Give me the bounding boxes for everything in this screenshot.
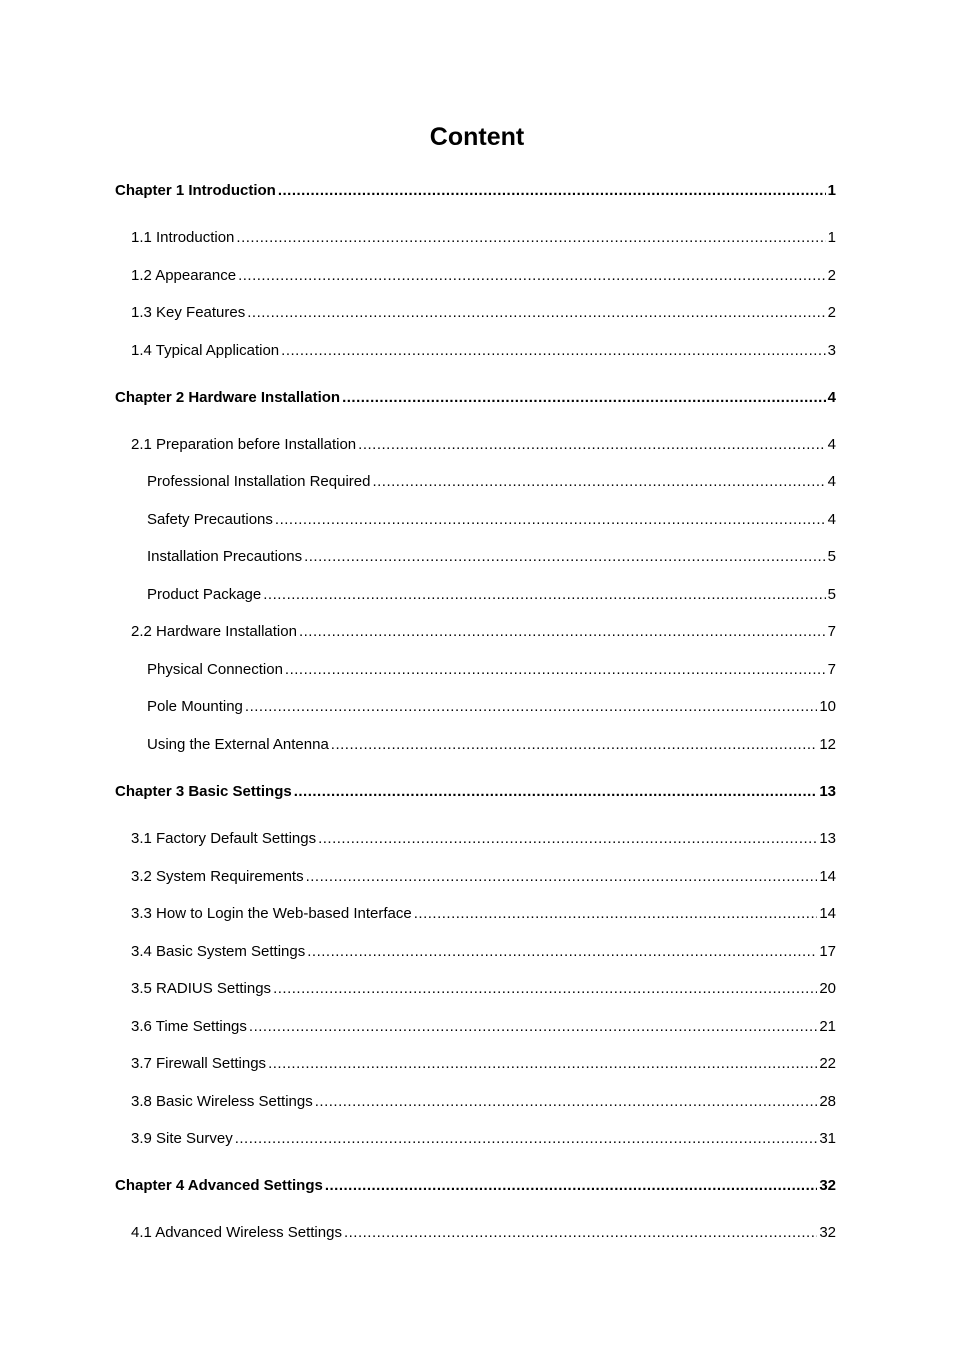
toc-page-number: 4 bbox=[827, 511, 836, 528]
toc-page-number: 32 bbox=[819, 1224, 836, 1241]
toc-page-number: 1 bbox=[827, 229, 836, 246]
toc-subsection-entry[interactable] bbox=[147, 697, 836, 717]
toc-page-number: 17 bbox=[819, 943, 836, 960]
toc-dot-leader bbox=[249, 1017, 817, 1037]
toc-entry-title: 4.1 Advanced Wireless Settings bbox=[131, 1224, 342, 1241]
toc-subsection-entry[interactable] bbox=[147, 585, 836, 605]
toc-section-entry[interactable] bbox=[131, 1223, 836, 1243]
toc-section-entry[interactable] bbox=[131, 228, 836, 248]
toc-dot-leader bbox=[236, 228, 825, 248]
toc-page-number: 5 bbox=[827, 586, 836, 603]
toc-chapter-entry[interactable] bbox=[115, 782, 836, 802]
toc-section-entry[interactable] bbox=[131, 341, 836, 361]
toc-entry-title: Chapter 4 Advanced Settings bbox=[115, 1177, 323, 1194]
toc-dot-leader bbox=[238, 266, 826, 286]
toc-page-number: 13 bbox=[819, 783, 836, 800]
toc-page-number: 13 bbox=[819, 830, 836, 847]
toc-entry-title: Installation Precautions bbox=[147, 548, 303, 565]
toc-page-number: 4 bbox=[827, 436, 836, 453]
toc-entry-title: Chapter 2 Hardware Installation bbox=[115, 389, 341, 406]
toc-dot-leader bbox=[235, 1129, 818, 1149]
toc-entry-title: 3.2 System Requirements bbox=[131, 868, 304, 885]
toc-section-entry[interactable] bbox=[131, 979, 836, 999]
toc-entry-title: Chapter 1 Introduction bbox=[115, 182, 276, 199]
toc-dot-leader bbox=[304, 547, 826, 567]
toc-entry-title: 1.1 Introduction bbox=[131, 229, 235, 246]
toc-dot-leader bbox=[273, 979, 817, 999]
toc-dot-leader bbox=[299, 622, 826, 642]
toc-dot-leader bbox=[372, 472, 825, 492]
toc-dot-leader bbox=[281, 341, 826, 361]
toc-chapter-entry[interactable] bbox=[115, 1176, 836, 1196]
toc-subsection-entry[interactable] bbox=[147, 660, 836, 680]
toc-dot-leader bbox=[325, 1176, 817, 1196]
toc-entry-title: 3.1 Factory Default Settings bbox=[131, 830, 317, 847]
toc-page-number: 3 bbox=[827, 342, 836, 359]
toc-section-entry[interactable] bbox=[131, 266, 836, 286]
toc-page-number: 7 bbox=[827, 623, 836, 640]
toc-entry-title: 2.2 Hardware Installation bbox=[131, 623, 297, 640]
toc-entry-title: 3.7 Firewall Settings bbox=[131, 1055, 267, 1072]
toc-page-number: 32 bbox=[819, 1177, 836, 1194]
toc-dot-leader bbox=[268, 1054, 817, 1074]
toc-dot-leader bbox=[318, 829, 817, 849]
toc-entry-title: Chapter 3 Basic Settings bbox=[115, 783, 292, 800]
toc-page-number: 2 bbox=[827, 304, 836, 321]
toc-page-number: 2 bbox=[827, 267, 836, 284]
toc-entry-title: 3.5 RADIUS Settings bbox=[131, 980, 272, 997]
toc-page-number: 20 bbox=[819, 980, 836, 997]
toc-entry-title: Physical Connection bbox=[147, 661, 283, 678]
toc-chapter-entry[interactable] bbox=[115, 181, 836, 201]
toc-entry-title: Professional Installation Required bbox=[147, 473, 371, 490]
toc-entry-title: 1.2 Appearance bbox=[131, 267, 237, 284]
toc-dot-leader bbox=[263, 585, 825, 605]
toc-subsection-entry[interactable] bbox=[147, 472, 836, 492]
toc-section-entry[interactable] bbox=[131, 435, 836, 455]
toc-page-number: 4 bbox=[827, 389, 836, 406]
toc-entry-title: 3.4 Basic System Settings bbox=[131, 943, 306, 960]
toc-page-number: 22 bbox=[819, 1055, 836, 1072]
toc-section-entry[interactable] bbox=[131, 1054, 836, 1074]
toc-section-entry[interactable] bbox=[131, 867, 836, 887]
toc-section-entry[interactable] bbox=[131, 622, 836, 642]
toc-dot-leader bbox=[342, 388, 826, 408]
toc-dot-leader bbox=[307, 942, 817, 962]
toc-section-entry[interactable] bbox=[131, 942, 836, 962]
toc-page-number: 31 bbox=[819, 1130, 836, 1147]
toc-section-entry[interactable] bbox=[131, 1092, 836, 1112]
toc-page-number: 28 bbox=[819, 1093, 836, 1110]
toc-dot-leader bbox=[315, 1092, 818, 1112]
toc-page-number: 4 bbox=[827, 473, 836, 490]
toc-dot-leader bbox=[278, 181, 826, 201]
toc-dot-leader bbox=[306, 867, 818, 887]
toc-subsection-entry[interactable] bbox=[147, 510, 836, 530]
toc-dot-leader bbox=[275, 510, 826, 530]
toc-section-entry[interactable] bbox=[131, 904, 836, 924]
toc-page-number: 10 bbox=[819, 698, 836, 715]
toc-page-number: 21 bbox=[819, 1018, 836, 1035]
toc-page-number: 14 bbox=[819, 868, 836, 885]
toc-page-number: 5 bbox=[827, 548, 836, 565]
toc-entry-title: 1.3 Key Features bbox=[131, 304, 246, 321]
toc-section-entry[interactable] bbox=[131, 1129, 836, 1149]
toc-entry-title: Safety Precautions bbox=[147, 511, 273, 528]
toc-dot-leader bbox=[414, 904, 818, 924]
toc-dot-leader bbox=[358, 435, 826, 455]
toc-chapter-entry[interactable] bbox=[115, 388, 836, 408]
toc-section-entry[interactable] bbox=[131, 829, 836, 849]
page-title: Content bbox=[429, 123, 525, 151]
toc-section-entry[interactable] bbox=[131, 303, 836, 323]
toc-entry-title: 2.1 Preparation before Installation bbox=[131, 436, 357, 453]
toc-entry-title: Pole Mounting bbox=[147, 698, 243, 715]
toc-page-number: 14 bbox=[819, 905, 836, 922]
toc-entry-title: Product Package bbox=[147, 586, 262, 603]
toc-entry-title: 3.9 Site Survey bbox=[131, 1130, 233, 1147]
toc-dot-leader bbox=[294, 782, 818, 802]
toc-entry-title: 3.8 Basic Wireless Settings bbox=[131, 1093, 313, 1110]
toc-entry-title: 3.6 Time Settings bbox=[131, 1018, 247, 1035]
toc-page-number: 7 bbox=[827, 661, 836, 678]
toc-entry-title: 1.4 Typical Application bbox=[131, 342, 280, 359]
toc-page-number: 1 bbox=[827, 182, 836, 199]
toc-dot-leader bbox=[285, 660, 826, 680]
toc-dot-leader bbox=[331, 735, 818, 755]
toc-section-entry[interactable] bbox=[131, 1017, 836, 1037]
toc-entry-title: Using the External Antenna bbox=[147, 736, 329, 753]
toc-dot-leader bbox=[247, 303, 825, 323]
toc-entry-title: 3.3 How to Login the Web-based Interface bbox=[131, 905, 412, 922]
toc-dot-leader bbox=[344, 1223, 817, 1243]
toc-subsection-entry[interactable] bbox=[147, 735, 836, 755]
toc-dot-leader bbox=[245, 697, 817, 717]
toc-subsection-entry[interactable] bbox=[147, 547, 836, 567]
toc-page-number: 12 bbox=[819, 736, 836, 753]
